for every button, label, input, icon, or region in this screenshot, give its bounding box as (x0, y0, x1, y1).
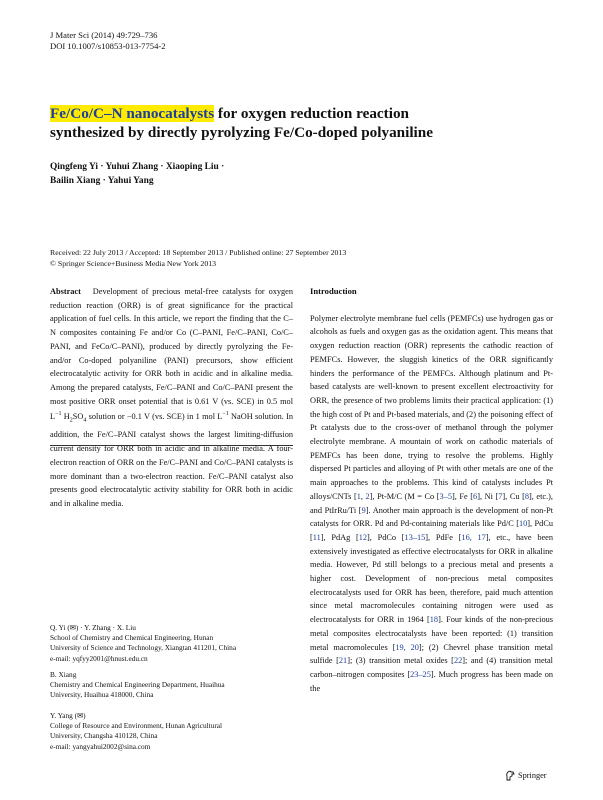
introduction-section (310, 285, 553, 695)
title-highlight[interactable]: Fe/Co/C–N nanocatalysts (50, 105, 215, 122)
affiliation-3: Y. Yang (✉) College of Resource and Environment, Hunan Agricultural University, Changsha 410128, China e-mail: yangyahui2002@sina.com (50, 711, 293, 752)
dates-line: Received: 22 July 2013 / Accepted: 18 September 2013 / Published online: 27 September 2013 (50, 248, 347, 257)
journal-header (50, 30, 166, 52)
springer-horse-icon (505, 770, 515, 781)
publisher-logo (505, 770, 547, 781)
ref-link[interactable]: 7 (498, 491, 503, 501)
ref-link[interactable]: 6 (473, 491, 478, 501)
abstract-paragraph: Abstract Development of precious metal-free catalysts for oxygen reduction reaction (ORR) is of great significance for the practical application of fuel cells. In this article, we report the finding that the C–N composites containing Fe and/or Co (C–PANI, Fe/C–PANI, Co/C–PANI, and FeCo/C–PANI), produced by directly pyrolyzing the Fe- and/or Co-doped polyaniline (PANI) precursors, show efficient electrocatalytic activity for ORR both in acidic and in alkaline media. Among the prepared catalysts, Fe/C–PANI and Co/C–PANI present the most positive ORR onset potential that is 0.61 V (vs. SCE) in 0.5 mol $L^{-1}$ $H_2SO_4$ solution or −0.1 V (vs. SCE) in 1 mol $L^{-1}$ NaOH solution. In addition, the Fe/C–PANI catalyst shows the largest limiting-diffusion current density for ORR both in acidic and in alkaline media. A four-electron reaction of ORR on the Fe/C–PANI and Co/C–PANI catalysts is more dominant than a two-electron reaction. Fe/C–PANI catalyst also presents good electrocatalytic activity stability for ORR both in acidic and in alkaline media. (50, 287, 293, 508)
introduction-paragraph: Polymer electrolyte membrane fuel cells (PEMFCs) use hydrogen gas or alcohols as fuels and oxygen gas as the oxidation agent. This means that oxygen reduction reaction (ORR) represents the cathodic reaction of PEMFCs. However, the sluggish kinetics of the ORR significantly hinders the performance of the PEMFCs. Although platinum and Pt-based catalysts are well-known to present excellent electroactivity for ORR, the presence of two problems limits their practical application: (1) the high cost of Pt and Pt-based materials, and (2) the poisoning effect of Pt catalysts due to the cross-over of methanol through the polymer electrolyte membrane. A mountain of work on cathodic materials of PEMFCs has been done, trying to resolve the problems. Highly dispersed Pt particles and alloying of Pt with other metals are one of the main approaches to the problems. This kind of catalysts includes Pt alloys/CNTs [1, 2], Pt-M/C (M = Co [3–5], Fe [6], Ni [7], Cu [8], etc.), and PtIrRu/Ti [9]. Another main approach is the development of non-Pt catalysts for ORR. Pd and Pd-containing materials like Pd/C [10], PdCu [11], PdAg [12], PdCo [13–15], PdFe [16, 17], etc., have been extensively investigated as effective electrocatalysts for ORR in alkaline media. However, Pd still belongs to a precious metal and presents a higher cost. Development of non-precious metal composites electrocatalysts used for ORR has been, therefore, paid much attention since metal macromolecules containing nitrogen were used as electrocatalysts for ORR in 1964 [18]. Four kinds of the non-precious metal composites electrocatalysts have been reported: (1) transition metal macromolecules [19, 20]; (2) Chevrel phase transition metal sulfide [21]; (3) transition metal oxides [22]; and (4) transition metal carbon–nitrogen composites [23–25]. Much progress has been made on the (310, 313, 554, 693)
introduction-heading: Introduction (310, 286, 357, 296)
ref-link[interactable]: 9 (361, 505, 366, 515)
ref-link[interactable]: 8 (524, 491, 529, 501)
affiliation-2: B. Xiang Chemistry and Chemical Engineering Department, Huaihua University, Huaihua 418000, China (50, 670, 225, 700)
abstract-heading: Abstract (50, 287, 81, 296)
footnote-rule (50, 445, 293, 446)
ref-link[interactable]: 16, 17 (461, 532, 486, 542)
publication-dates (50, 248, 550, 269)
ref-link[interactable]: 1 (356, 491, 361, 501)
email-link[interactable]: e-mail: yqfyy2001@hnust.edu.cn (50, 653, 148, 663)
authors-line2: Bailin Xiang · Yahui Yang (50, 176, 154, 186)
abstract-section (50, 285, 293, 511)
journal-citation: J Mater Sci (2014) 49:729–736 (50, 30, 158, 40)
title-line2: synthesized by directly pyrolyzing Fe/Co-doped polyaniline (50, 124, 433, 141)
ref-link[interactable]: 13–15 (404, 532, 426, 542)
ref-link[interactable]: 10 (518, 519, 528, 529)
ref-link[interactable]: 23–25 (410, 669, 431, 679)
title-line1-rest: for oxygen reduction reaction (214, 105, 409, 122)
ref-link[interactable]: 18 (429, 615, 439, 625)
email-link[interactable]: e-mail: yangyahui2002@sina.com (50, 741, 151, 751)
ref-link[interactable]: 3–5 (439, 491, 452, 501)
article-title (50, 104, 530, 142)
ref-link[interactable]: 11 (312, 532, 321, 542)
doi: DOI 10.1007/s10853-013-7754-2 (50, 41, 166, 51)
author-list (50, 160, 470, 188)
ref-link[interactable]: 19, 20 (395, 642, 419, 652)
copyright-line: © Springer Science+Business Media New York 2013 (50, 258, 217, 268)
ref-link[interactable]: 2 (365, 491, 370, 501)
ref-link[interactable]: 12 (358, 532, 368, 542)
ref-link[interactable]: 21 (338, 656, 348, 666)
affiliation-1: Q. Yi (✉) · Y. Zhang · X. Liu School of Chemistry and Chemical Engineering, Hunan University of Science and Technology, Xiangtan 411201, China e-mail: yqfyy2001@hnust.edu.cn (50, 623, 293, 664)
authors-line1: Qingfeng Yi · Yuhui Zhang · Xiaoping Liu · (50, 162, 225, 172)
publisher-name: Springer (518, 771, 547, 780)
ref-link[interactable]: 22 (453, 656, 463, 666)
